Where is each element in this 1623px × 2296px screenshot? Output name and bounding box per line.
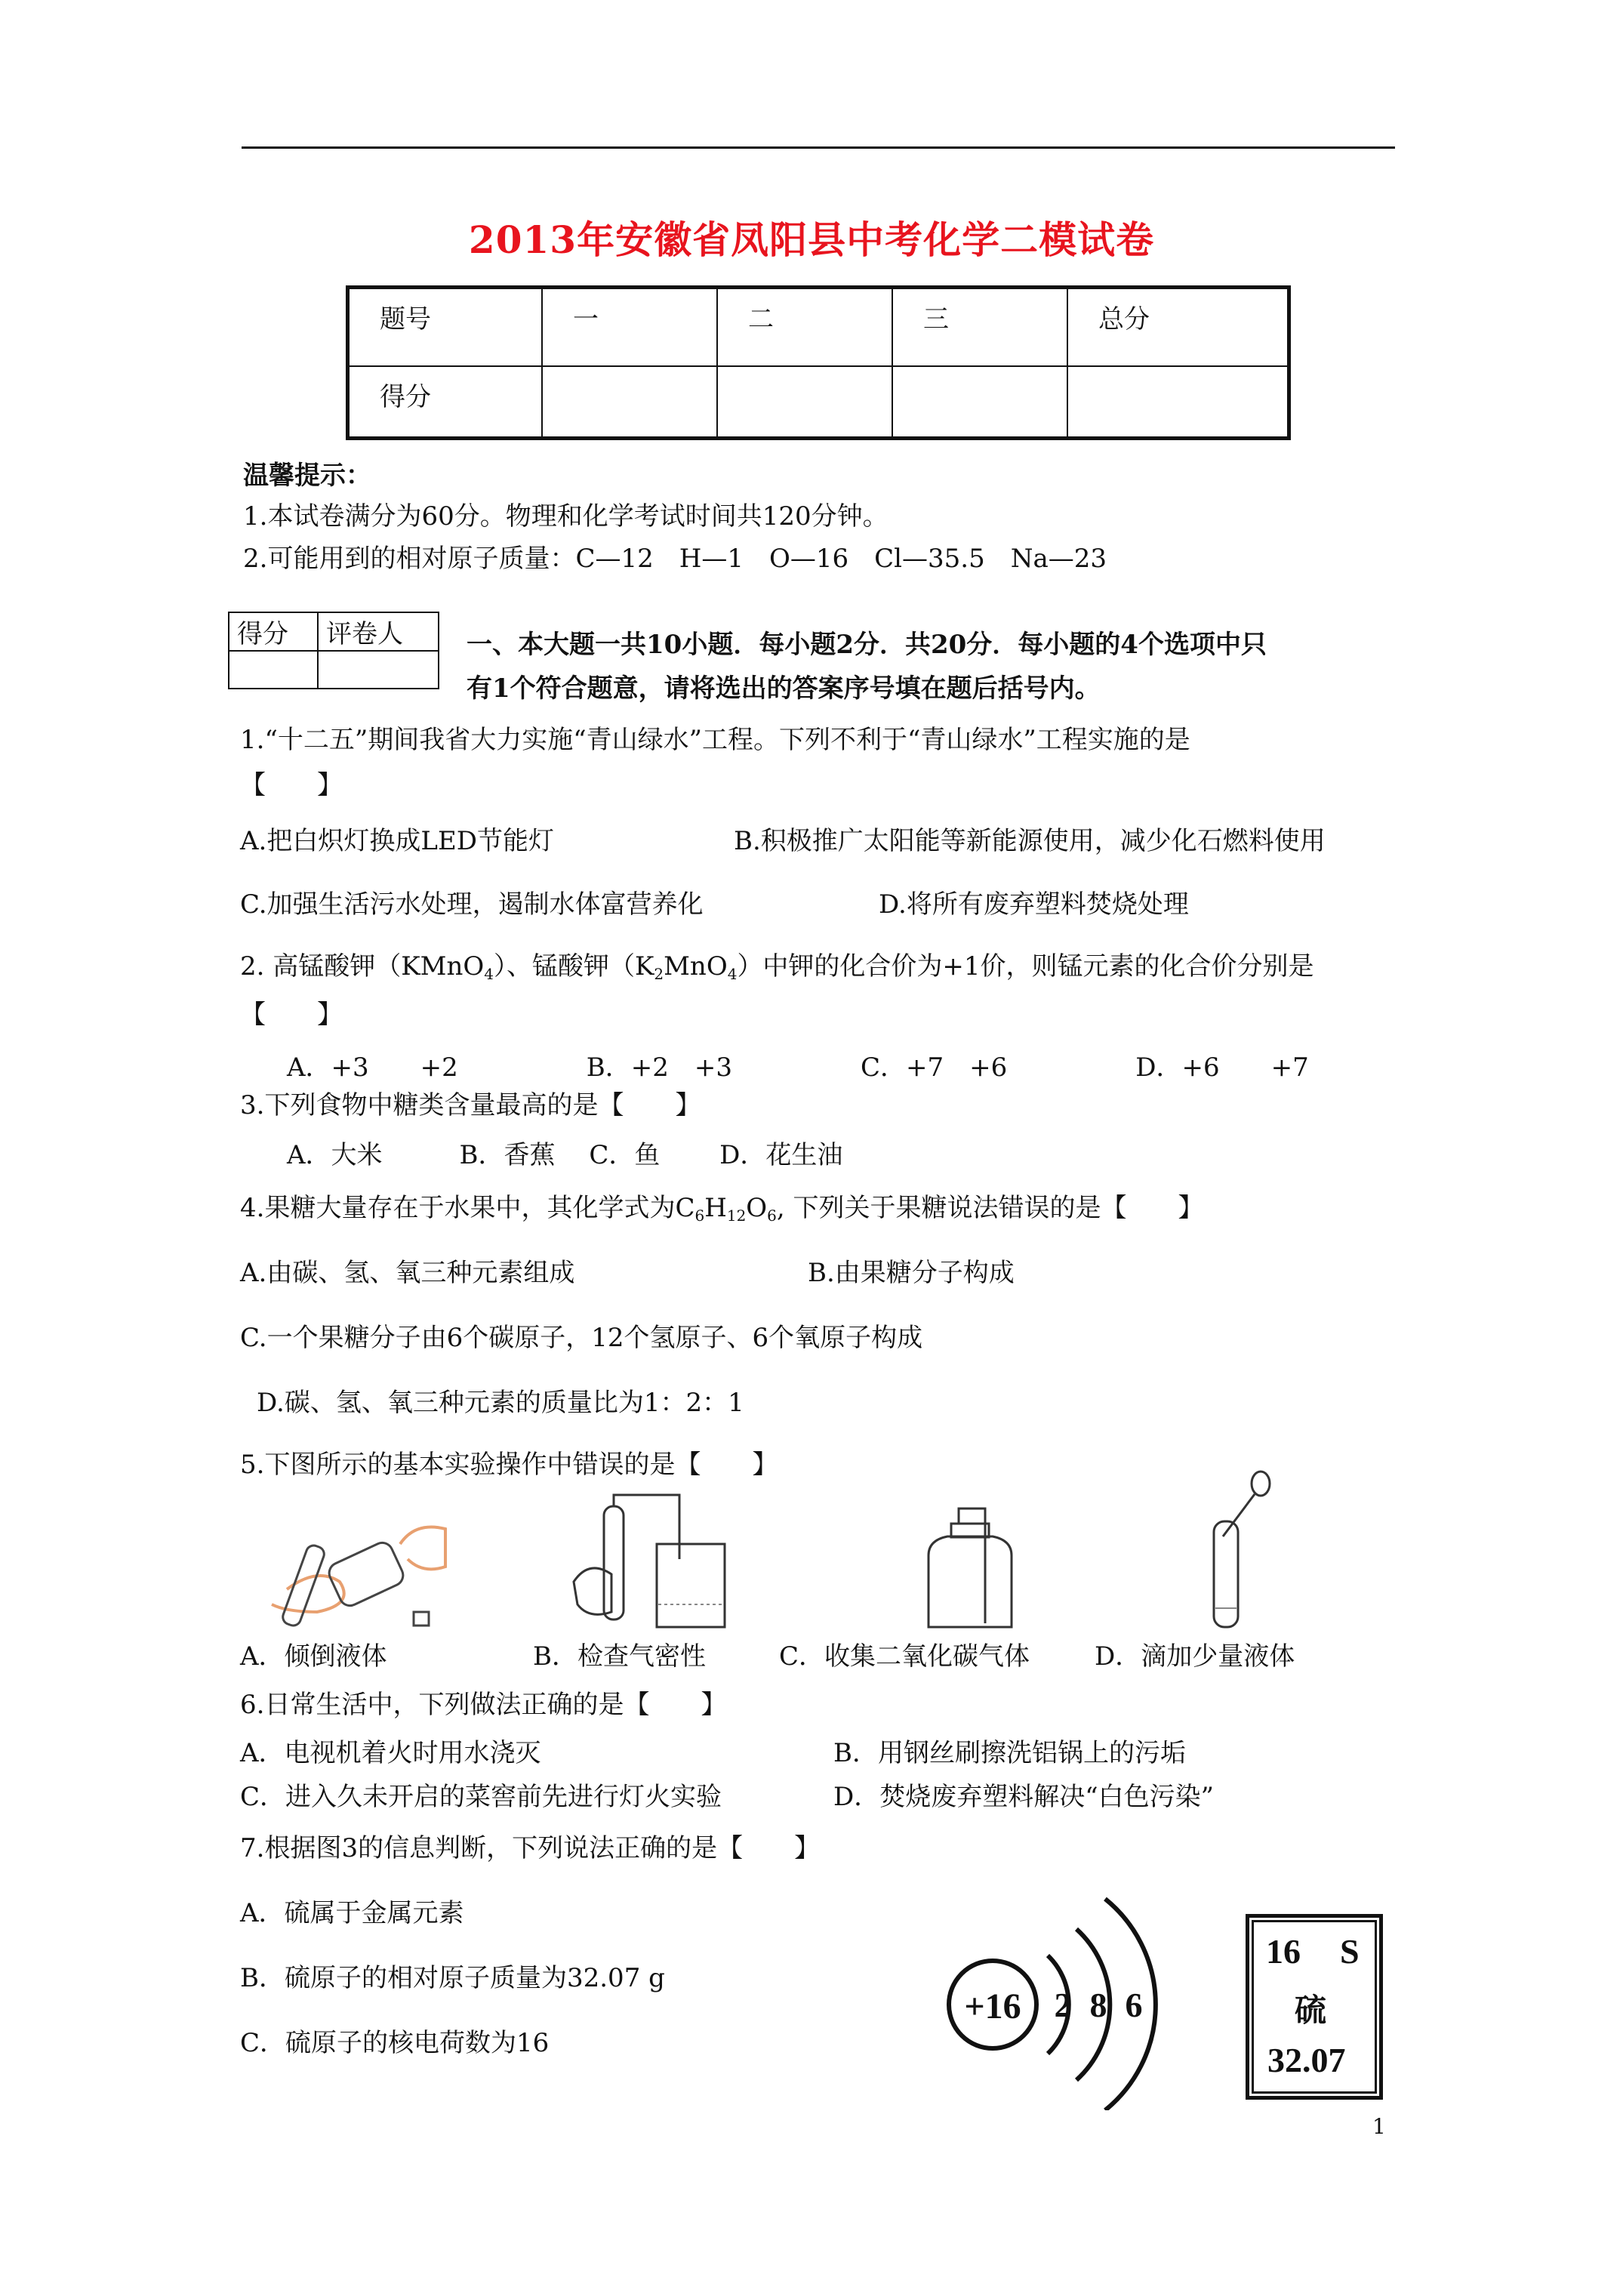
score-cell[interactable]: [542, 366, 717, 439]
q4-option-d: D.碳、氢、氧三种元素的质量比为1：2：1: [257, 1388, 744, 1418]
q5-stem: 5.下图所示的基本实验操作中错误的是【 】: [240, 1450, 778, 1480]
score-cell[interactable]: [892, 366, 1067, 439]
shell-1-electrons: 2: [1054, 1986, 1072, 2024]
q5-option-c: C．收集二氧化碳气体: [779, 1641, 1030, 1672]
grader-name-cell[interactable]: [318, 651, 439, 689]
grader-score-label: 得分: [229, 612, 318, 651]
q6-option-a: A．电视机着火时用水浇灭: [240, 1738, 541, 1768]
score-table: [346, 285, 1291, 440]
section-heading-line-2: 有1个符合题意，请将选出的答案序号填在题后括号内。: [467, 673, 1101, 704]
airtightness-check-figure: [559, 1491, 755, 1635]
shell-2-electrons: 8: [1089, 1986, 1107, 2024]
section-heading-line-1: 一、本大题一共10小题．每小题2分．共20分．每小题的4个选项中只: [467, 630, 1267, 660]
grader-score-cell[interactable]: [229, 651, 318, 689]
score-cell[interactable]: [1067, 366, 1289, 439]
q1-option-b: B.积极推广太阳能等新能源使用，减少化石燃料使用: [734, 826, 1326, 856]
q7-stem: 7.根据图3的信息判断，下列说法正确的是【 】: [240, 1833, 821, 1863]
q7-option-b: B．硫原子的相对原子质量为32.07 g: [240, 1963, 665, 1993]
q5-option-a: A．倾倒液体: [240, 1641, 387, 1672]
dropper-figure: [1200, 1469, 1283, 1635]
nucleus-charge-label: +16: [964, 1986, 1021, 2026]
q6-option-b: B．用钢丝刷擦洗铝锅上的污垢: [833, 1738, 1186, 1768]
score-header-cell: 三: [892, 288, 1067, 366]
q6-option-d: D．焚烧废弃塑料解决“白色污染”: [833, 1782, 1215, 1812]
page-number: 1: [1372, 2114, 1386, 2139]
notice-line-1: 1.本试卷满分为60分。物理和化学考试时间共120分钟。: [243, 501, 888, 532]
q1-option-c: C.加强生活污水处理，遏制水体富营养化: [240, 889, 704, 920]
element-atomic-mass: 32.07: [1267, 2041, 1346, 2079]
q4-stem: 4.果糖大量存在于水果中，其化学式为$C_6H_{12}O_6$, 下列关于果糖说法错误的是【 】: [240, 1193, 1204, 1225]
score-cell[interactable]: [717, 366, 892, 439]
q7-option-c: C．硫原子的核电荷数为16: [240, 2028, 550, 2058]
notice-line-2: 2.可能用到的相对原子质量：C—12 H—1 O—16 Cl—35.5 Na—23: [243, 544, 1107, 574]
shell-3-electrons: 6: [1125, 1986, 1143, 2024]
q7-option-a: A．硫属于金属元素: [240, 1898, 464, 1928]
element-name: 硫: [1295, 1992, 1327, 2029]
q2-stem: 2. 高锰酸钾（KMnO$_4$）、锰酸钾$(K_2MnO_4)$中钾的化合价为+1价，则锰元素的化合价分别是: [240, 951, 1314, 983]
element-card: [1246, 1914, 1383, 2100]
grader-table: [228, 612, 439, 689]
q4-option-a: A.由碳、氢、氧三种元素组成: [240, 1258, 575, 1288]
sulfur-atom-structure-diagram: [936, 1884, 1200, 2110]
score-header-cell: 题号: [348, 288, 543, 366]
q6-stem: 6.日常生活中，下列做法正确的是【 】: [240, 1690, 727, 1720]
element-symbol: S: [1340, 1932, 1360, 1971]
score-header-cell: 一: [542, 288, 717, 366]
q4-option-b: B.由果糖分子构成: [808, 1258, 1015, 1288]
q3-options: A．大米 B．香蕉 C．鱼 D．花生油: [287, 1140, 843, 1170]
co2-collection-figure: [913, 1502, 1027, 1635]
q4-option-c: C.一个果糖分子由6个碳原子，12个氢原子、6个氧原子构成: [240, 1323, 923, 1353]
q6-option-c: C．进入久未开启的菜窖前先进行灯火实验: [240, 1782, 722, 1812]
q1-option-a: A.把白炽灯换成LED节能灯: [240, 826, 555, 856]
q2-answer-bracket[interactable]: 【 】: [240, 1000, 343, 1030]
score-row-label: 得分: [348, 366, 543, 439]
q1-option-d: D.将所有废弃塑料焚烧处理: [879, 889, 1189, 920]
notice-heading: 温馨提示：: [243, 461, 371, 491]
element-atomic-number: 16: [1266, 1932, 1301, 1971]
q2-options: A．+3 +2 B．+2 +3 C．+7 +6 D．+6 +7: [287, 1052, 1309, 1083]
score-header-cell: 总分: [1067, 288, 1289, 366]
score-header-cell: 二: [717, 288, 892, 366]
pouring-liquid-figure: [257, 1499, 453, 1635]
grader-name-label: 评卷人: [318, 612, 439, 651]
q3-stem: 3.下列食物中糖类含量最高的是【 】: [240, 1090, 701, 1120]
q1-answer-bracket[interactable]: 【 】: [240, 770, 343, 800]
q5-option-d: D．滴加少量液体: [1095, 1641, 1295, 1672]
exam-title: 2013年安徽省凤阳县中考化学二模试卷: [468, 217, 1155, 262]
q5-option-b: B．检查气密性: [533, 1641, 706, 1672]
header-rule: [242, 146, 1395, 149]
q1-stem: 1.“十二五”期间我省大力实施“青山绿水”工程。下列不利于“青山绿水”工程实施的是: [240, 725, 1190, 755]
